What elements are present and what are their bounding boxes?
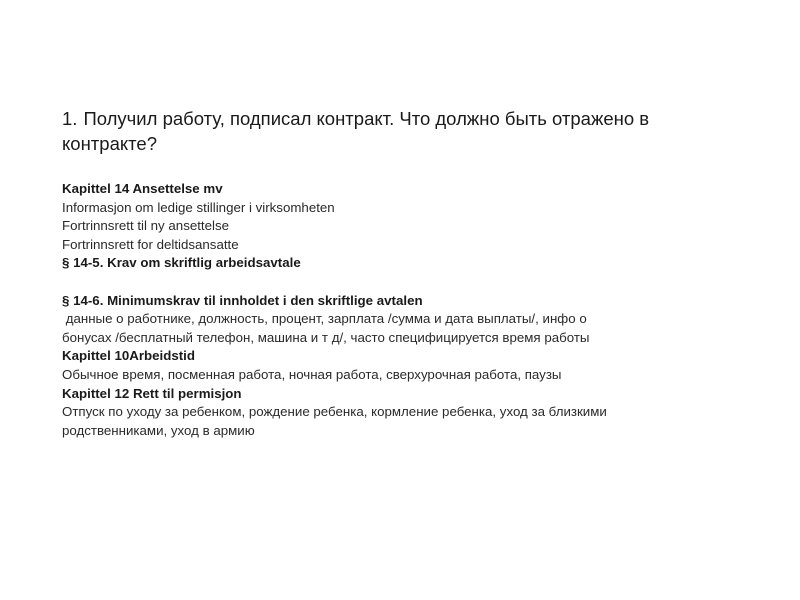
question-text: Получил работу, подписал контракт. Что должно быть отражено в контракте? (62, 108, 650, 154)
section-14-6-description: бонусах /бесплатный телефон, машина и т д/, часто специфицируется время работы (62, 329, 590, 345)
chapter-10-description: Обычное время, посменная работа, ночная работа, сверхурочная работа, паузы (62, 366, 562, 382)
question-number: 1. (62, 108, 78, 129)
section-14-5-title: § 14-5. Krav om skriftlig arbeidsavtale (62, 255, 301, 271)
chapter-12-description: родственниками, уход в армию (62, 422, 255, 438)
chapter-14-item: Informasjon om ledige stillinger i virksomheten (62, 199, 335, 215)
chapter-14-title: Kapittel 14 Ansettelse mv (62, 181, 223, 196)
chapter-14-item: Fortrinnsrett til ny ansettelse (62, 218, 230, 234)
section-14-6-description: данные о работнике, должность, процент, зарплата /сумма и дата выплаты/, инфо о (62, 311, 587, 327)
answer-content (62, 180, 752, 440)
chapter-14-item: Fortrinnsrett for deltidsansatte (62, 236, 239, 252)
chapter-12-description: Отпуск по уходу за ребенком, рождение ребенка, кормление ребенка, уход за близкими (62, 404, 607, 420)
question-heading (62, 106, 742, 156)
chapter-10-title: Kapittel 10Arbeidstid (62, 348, 195, 364)
blank-line (62, 273, 752, 292)
chapter-12-title: Kapittel 12 Rett til permisjon (62, 385, 242, 401)
section-14-6-title: § 14-6. Minimumskrav til innholdet i den skriftlige avtalen (62, 292, 423, 308)
